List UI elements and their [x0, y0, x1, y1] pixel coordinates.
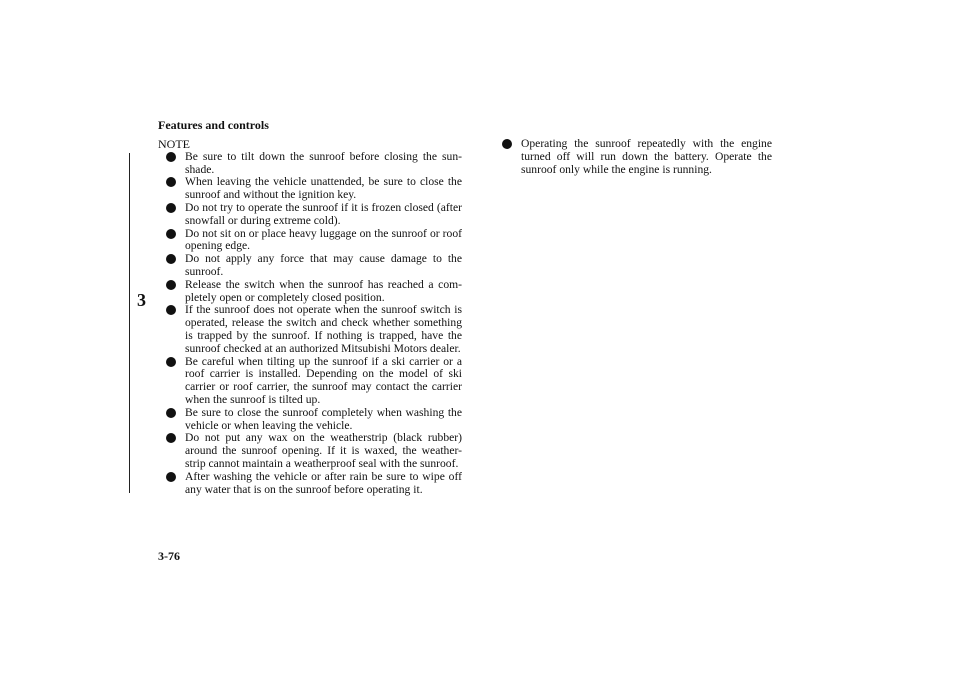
- list-item-text: After washing the vehicle or after rain be sure to wipe off any water that is on the sunroof before operating it.: [185, 469, 462, 496]
- list-item-text: Operating the sunroof repeatedly with the engine turned off will run down the battery. Operate the sunroof only while the engine is running.: [521, 137, 772, 176]
- list-item: [158, 202, 462, 228]
- section-header: Features and controls: [158, 118, 269, 132]
- list-item: [158, 304, 462, 355]
- list-item-text: Be sure to close the sunroof completely when washing the vehicle or when leaving the vehicle.: [185, 405, 462, 432]
- list-item: [158, 228, 462, 254]
- bullet-icon: [166, 280, 176, 290]
- list-item-text: Be careful when tilting up the sunroof if a ski carrier or a roof carrier is installed. Depending on the model of ski carrier or roof carrier, the sunroof may contact the carrier when the sunroof is tilted up.: [185, 354, 462, 406]
- list-item: [158, 151, 462, 177]
- list-item: [158, 253, 462, 279]
- list-item-text: Do not try to operate the sunroof if it is frozen closed (after snowfall or during extreme cold).: [185, 200, 462, 227]
- note-list-continued: [494, 138, 772, 176]
- bullet-icon: [166, 152, 176, 162]
- list-item: [494, 138, 772, 176]
- list-item: [158, 471, 462, 497]
- list-item-text: Release the switch when the sunroof has reached a com-pletely open or completely closed position.: [185, 277, 462, 304]
- list-item-text: Do not sit on or place heavy luggage on the sunroof or roof opening edge.: [185, 226, 462, 253]
- chapter-tab-rule: [129, 153, 130, 493]
- page-number: 3-76: [158, 549, 180, 563]
- bullet-icon: [166, 305, 176, 315]
- bullet-icon: [166, 408, 176, 418]
- bullet-icon: [166, 472, 176, 482]
- list-item-text: If the sunroof does not operate when the sunroof switch is operated, release the switch and check whether something is trapped by the sunroof. If nothing is trapped, have the sunroof checked at an authorized Mitsubishi Motors dealer.: [185, 303, 462, 355]
- bullet-icon: [166, 177, 176, 187]
- left-column: [158, 138, 462, 496]
- list-item-text: When leaving the vehicle unattended, be sure to close the sunroof and without the ignition key.: [185, 175, 462, 202]
- note-list: [158, 151, 462, 497]
- bullet-icon: [166, 254, 176, 264]
- bullet-icon: [166, 203, 176, 213]
- list-item: [158, 176, 462, 202]
- list-item-text: Be sure to tilt down the sunroof before closing the sun-shade.: [185, 149, 462, 176]
- note-label: NOTE: [158, 137, 190, 151]
- list-item: [158, 279, 462, 305]
- bullet-icon: [166, 229, 176, 239]
- list-item: [158, 432, 462, 470]
- bullet-icon: [502, 139, 512, 149]
- bullet-icon: [166, 357, 176, 367]
- list-item: [158, 407, 462, 433]
- list-item-text: Do not apply any force that may cause damage to the sunroof.: [185, 252, 462, 278]
- right-column: [494, 138, 772, 176]
- list-item: [158, 356, 462, 407]
- bullet-icon: [166, 433, 176, 443]
- chapter-number: 3: [137, 290, 146, 310]
- list-item-text: Do not put any wax on the weatherstrip (black rubber) around the sunroof opening. If it is waxed, the weather-strip cannot maintain a weatherproof seal with the sunroof.: [185, 431, 462, 470]
